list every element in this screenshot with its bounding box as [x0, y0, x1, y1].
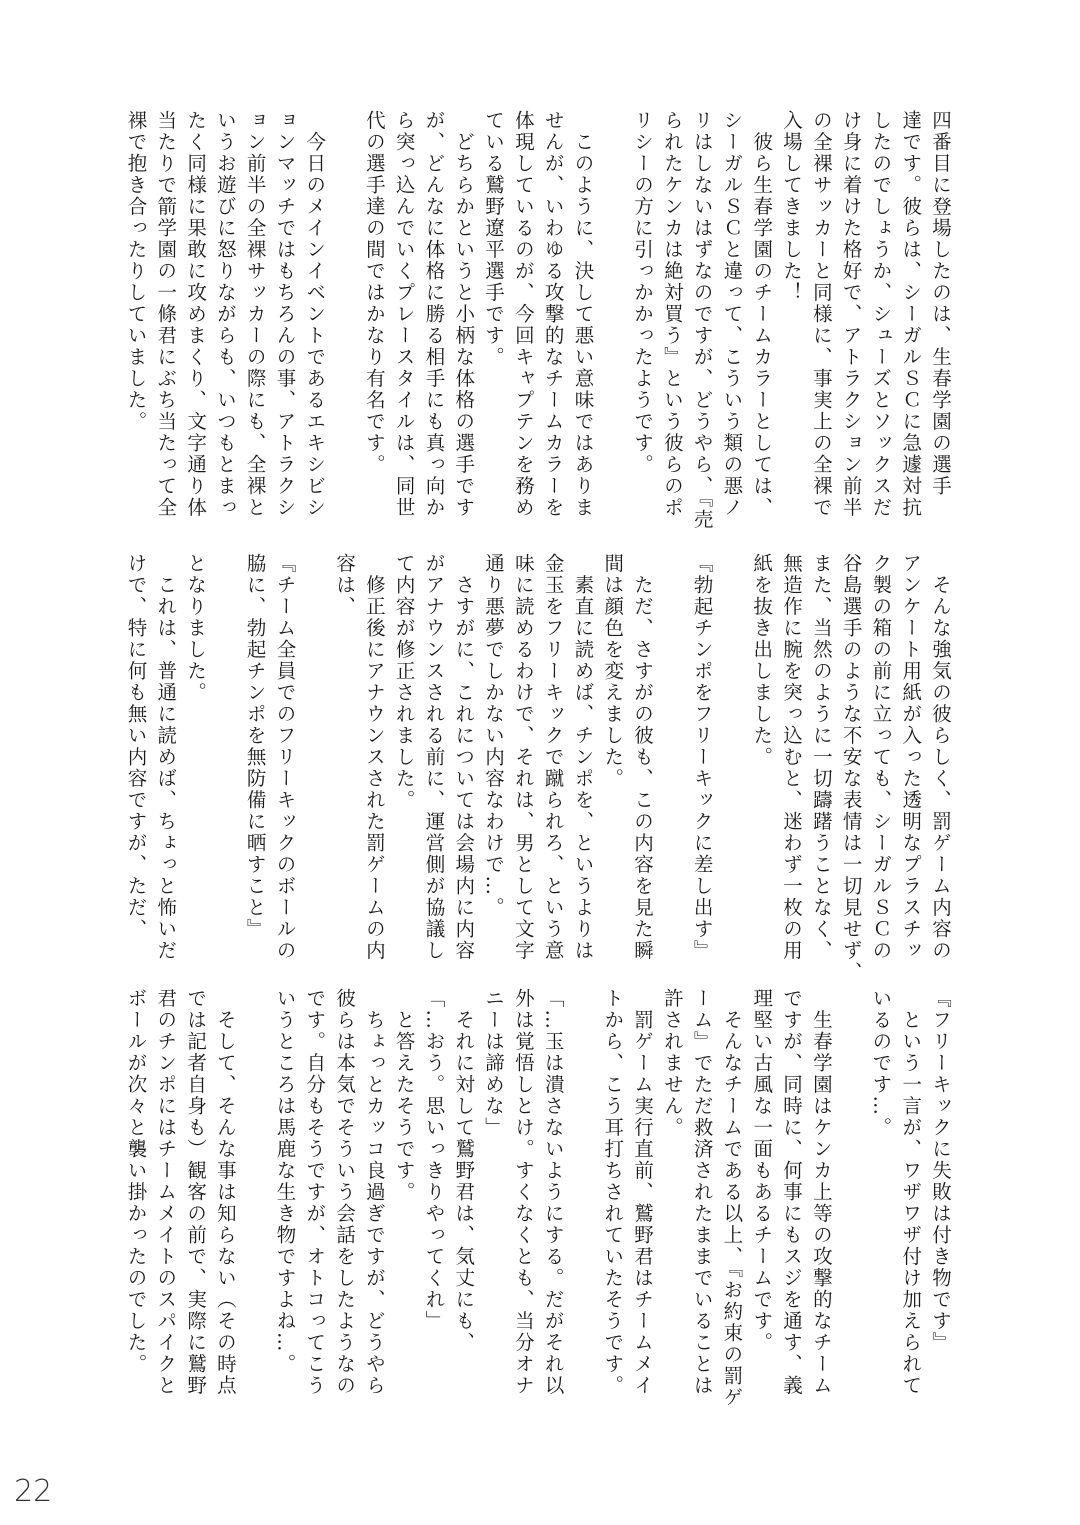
text-line: また、当然のように一切躊躇うことなく、 [809, 553, 833, 962]
text-line: 入場してきました！ [780, 110, 804, 304]
text-line: したのでしょうか、シューズとソックスだ [869, 110, 893, 519]
text-line: アンケート用紙が入った透明なプラスチッ [899, 553, 923, 962]
text-line: 代の選手達の間ではかなり有名です。 [362, 110, 386, 476]
text-line: 君のチンポにはチームメイトのスパイクと [154, 988, 178, 1397]
text-line: たく同様に果敢に攻めまくり、文字通り体 [184, 110, 208, 519]
text-line: では記者自身も）観客の前で、実際に鷲野 [184, 988, 208, 1397]
text-line: さすがに、これについては会場内に内容 [452, 553, 476, 962]
text-line: られたケンカは絶対買う』という彼らのポ [660, 110, 684, 519]
text-line: ボールが次々と襲い掛かったのでした。 [124, 988, 148, 1375]
text-line [597, 110, 627, 540]
text-line: の全裸サッカーと同様に、事実上の全裸で [809, 110, 833, 519]
text-line: 裸で抱き合ったりしていました。 [124, 110, 148, 433]
text-line: 彼らは本気でそういう会話をしたようなの [333, 988, 357, 1397]
text-line: それに対して鷲野君は、気丈にも、 [452, 988, 476, 1354]
text-line: 谷島選手のような不安な表情は一切見せず、 [839, 553, 863, 983]
text-line: そんな強気の彼らしく、罰ゲーム内容の [929, 553, 952, 962]
text-line: リシーの方に引っかかったようです。 [631, 110, 655, 476]
text-line [836, 988, 866, 1418]
text-line: ている鷲野遼平選手です。 [482, 110, 506, 368]
text-line: そんなチームである以上、『お約束の罰ゲ [720, 988, 744, 1409]
text-line: 罰ゲーム実行直前、鷲野君はチームメイ [631, 988, 655, 1397]
text-line: いうところは馬鹿な生き物ですよね…。 [273, 988, 297, 1375]
text-line: リはしないはずなのですが、どうやら、『売 [690, 110, 714, 531]
text-line: がアナウンスされる前に、運営側が協議し [422, 553, 446, 962]
text-line: 「…玉は潰さないようにする。だがそれ以 [541, 988, 565, 1397]
text-line [657, 553, 687, 983]
text-line [299, 553, 329, 983]
text-line: このように、決して悪い意味ではありま [571, 110, 595, 519]
text-line: これは、普通に読めば、ちょっと怖いだ [154, 553, 178, 962]
text-line: 彼ら生春学園のチームカラーとしては、 [750, 110, 774, 519]
text-line: が、どんなに体格に勝る相手にも真っ向か [422, 110, 446, 519]
text-line: ら突っ込んでいくプレースタイルは、同世 [392, 110, 416, 519]
text-line [717, 553, 747, 983]
text-block-top [121, 110, 955, 540]
text-line: 味に読めるわけで、それは、男として文字 [511, 553, 535, 962]
text-line: 達です。彼らは、シーガルＳＣに急遽対抗 [899, 110, 923, 519]
text-line: 体現しているのが、今回キャプテンを務め [511, 110, 535, 519]
text-line: 紙を抜き出しました。 [750, 553, 774, 768]
text-line: ク製の箱の前に立っても、シーガルＳＣの [869, 553, 893, 962]
text-line: 脇に、勃起チンポを無防備に晒すこと』 [243, 553, 267, 940]
text-line: 『勃起チンポをフリーキックに差し出す』 [690, 553, 714, 962]
text-line: 当たりで箭学園の一條君にぶち当たって全 [154, 110, 178, 519]
text-line: 生春学園はケンカ上等の攻撃的なチーム [809, 988, 833, 1397]
text-line: シーガルＳＣと違って、こういう類の悪ノ [720, 110, 744, 519]
text-line: そして、そんな事は知らない（その時点 [213, 988, 237, 1397]
text-line: 許されません。 [660, 988, 684, 1139]
text-line: 無造作に腕を突っ込むと、迷わず一枚の用 [780, 553, 804, 962]
text-line: と答えたそうです。 [392, 988, 416, 1203]
text-line: 修正後にアナウンスされた罰ゲームの内 [362, 553, 386, 962]
text-line: トから、こう耳打ちされていたそうです。 [601, 988, 625, 1397]
page-number: 22 [14, 1474, 53, 1509]
text-line: 「…おう。思いっきりやってくれ」 [422, 988, 446, 1332]
text-line: 外は覚悟しとけ。すくなくとも、当分オナ [511, 988, 535, 1397]
text-line: という一言が、ワザワザ付け加えられて [899, 988, 923, 1397]
text-line: 理堅い古風な一面もあるチームです。 [750, 988, 774, 1354]
text-block-bottom [121, 988, 955, 1418]
text-line: 素直に読めば、チンポを、というよりは [571, 553, 595, 962]
text-line: 通り悪夢でしかない内容なわけで…。 [482, 553, 506, 919]
text-line [329, 110, 359, 540]
text-line: 容は、 [333, 553, 357, 618]
text-line: どちらかというと小柄な体格の選手です [452, 110, 476, 519]
text-line: ですが、同時に、何事にもスジを通す、義 [780, 988, 804, 1397]
text-line: 『チーム全員でのフリーキックのボールの [273, 553, 297, 962]
text-line: となりました。 [184, 553, 208, 704]
text-line: ョンマッチではもちろんの事、アトラクシ [273, 110, 297, 519]
text-line: 今日のメインイベントであるエキシビシ [303, 110, 327, 519]
text-line: ちょっとカッコ良過ぎですが、どうやら [362, 988, 386, 1397]
text-line: ただ、さすがの彼も、この内容を見た瞬 [631, 553, 655, 962]
text-line: せんが、いわゆる攻撃的なチームカラーを [541, 110, 565, 519]
text-line: 『フリーキックに失敗は付き物です』 [929, 988, 952, 1354]
text-line [568, 988, 598, 1418]
text-line [210, 553, 240, 983]
text-line: 間は顔色を変えました。 [601, 553, 625, 790]
text-line: け身に着けた格好で、アトラクション前半 [839, 110, 863, 519]
text-line: て内容が修正されました。 [392, 553, 416, 811]
text-line: 金玉をフリーキックで蹴られろ、という意 [541, 553, 565, 962]
text-line: ョン前半の全裸サッカーの際にも、全裸と [243, 110, 267, 519]
text-block-middle [121, 553, 955, 983]
text-line: 四番目に登場したのは、生春学園の選手 [929, 110, 952, 497]
text-line [240, 988, 270, 1418]
text-line: けで、特に何も無い内容ですが、ただ、 [124, 553, 148, 940]
text-line: ニーは諦めな」 [482, 988, 506, 1139]
text-line: いうお遊びに怒りながらも、いつもとまっ [213, 110, 237, 519]
text-line: ーム』でただ救済されたままでいることは [690, 988, 714, 1397]
text-line: いるのです…。 [869, 988, 893, 1139]
text-line: です。自分もそうですが、オトコってこう [303, 988, 327, 1397]
